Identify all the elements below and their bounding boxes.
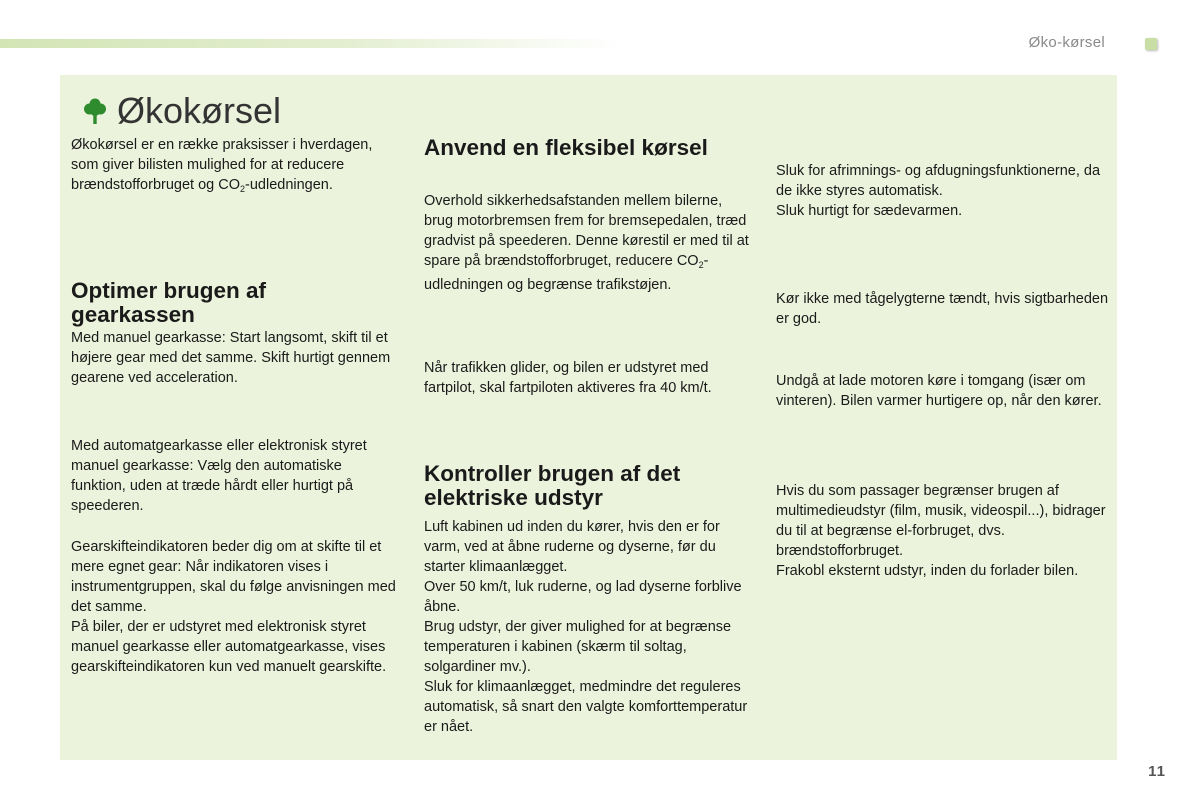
intro-subscript: 2 (240, 184, 246, 194)
defrost-text: Sluk for afrimnings- og afdugningsfunktionerne, da de ikke styres automatisk. (776, 163, 1101, 199)
fog-lights-text: Kør ikke med tågelygterne tændt, hvis sigtbarheden er god. (776, 291, 1109, 327)
seat-heating-text: Sluk hurtigt for sædevarmen. (776, 203, 963, 219)
flex-heading: Anvend en fleksibel kørsel (424, 135, 708, 160)
gear-manual-text: Med manuel gearkasse: Start langsomt, skift til et højere gear med det samme. Skift hurtigt gennem gearene ved acceleration. (71, 330, 391, 386)
gear-indicator-note: På biler, der er udstyret med elektronisk styret manuel gearkasse eller automatgearkasse, vises gearskifteindikatoren kun ved manuelt gearskifte. (71, 619, 387, 675)
gear-automatic-text: Med automatgearkasse eller elektronisk styret manuel gearkasse: Vælg den automatiske funktion, uden at træde hårdt eller hurtigt på speederen. (71, 438, 367, 514)
cruise-control-text: Når trafikken glider, og bilen er udstyret med fartpilot, skal fartpiloten aktiveres fra 40 km/t. (424, 360, 712, 396)
electric-aircon-text: Sluk for klimaanlægget, medmindre det reguleres automatisk, så snart den valgte komforttemperatur er nået. (424, 679, 748, 735)
flex-subscript: 2 (698, 260, 704, 270)
intro-text (71, 135, 401, 199)
section-title: Øko-kørsel (1028, 34, 1105, 51)
page-title-row (83, 90, 282, 131)
electric-sunshade-text: Brug udstyr, der giver mulighed for at begrænse temperaturen i kabinen (skærm til soltag, solgardiner mv.). (424, 619, 732, 675)
flex-text-end: -udledningen og begrænse trafikstøjen. (424, 253, 709, 293)
multimedia-text: Hvis du som passager begrænser brugen af multimedieudstyr (film, musik, videospil...), bidrager du til at begrænse el-forbruget, dvs. brændstofforbruget. (776, 483, 1106, 559)
section-marker (1145, 38, 1157, 50)
gear-heading: Optimer brugen af gearkassen (71, 278, 267, 327)
page-number: 11 (1148, 763, 1166, 780)
page-title: Økokørsel (117, 90, 282, 131)
external-equipment-text: Frakobl eksternt udstyr, inden du forlader bilen. (776, 563, 1079, 579)
gear-indicator-text: Gearskifteindikatoren beder dig om at skifte til et mere egnet gear: Når indikatoren vises i instrumentgruppen, skal du følge anvisningen med det samme. (71, 539, 396, 615)
tree-icon (83, 97, 107, 125)
intro-text-start: Økokørsel er en række praksisser i hverdagen, som giver bilisten mulighed for at reducere brændstofforbruget og CO (71, 137, 373, 193)
idling-text: Undgå at lade motoren køre i tomgang (især om vinteren). Bilen varmer hurtigere op, når den kører. (776, 373, 1102, 409)
electric-ventilate-text: Luft kabinen ud inden du kører, hvis den er for varm, ved at åbne ruderne og dyserne, før du starter klimaanlægget. (424, 519, 720, 575)
flex-driving-text (424, 191, 754, 295)
gear-section-heading (71, 279, 371, 327)
flex-text-start: Overhold sikkerhedsafstanden mellem bilerne, brug motorbremsen frem for bremsepedalen, træd gradvist på speederen. Denne kørestil er med til at spare på brændstofforbruget, reducere CO (424, 193, 749, 269)
header-accent-bar (0, 39, 620, 48)
electric-heading: Kontroller brugen af det elektriske udstyr (424, 461, 681, 510)
intro-text-end: -udledningen. (245, 177, 333, 193)
electric-windows-text: Over 50 km/t, luk ruderne, og lad dyserne forblive åbne. (424, 579, 742, 615)
